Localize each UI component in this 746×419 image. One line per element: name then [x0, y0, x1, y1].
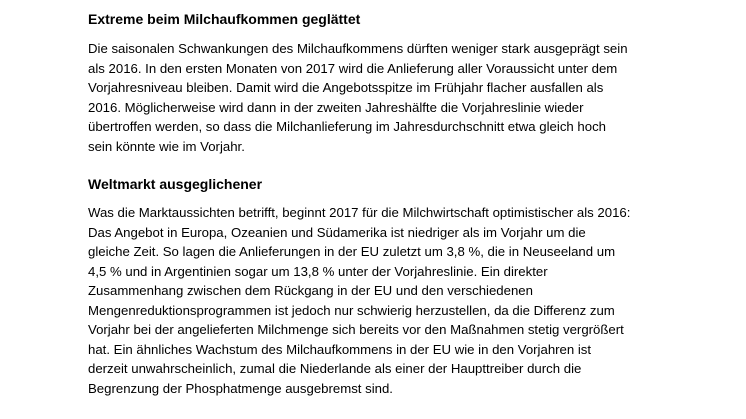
paragraph-line: Das Angebot in Europa, Ozeanien und Südamerika ist niedriger als im Vorjahr um die — [88, 224, 586, 240]
paragraph-line: Die saisonalen Schwankungen des Milchaufkommens dürften weniger stark ausgeprägt sein — [88, 41, 628, 56]
paragraph-line: 2016. Möglicherweise wird dann in der zweiten Jahreshälfte die Vorjahreslinie wieder — [88, 99, 584, 115]
paragraph-milk-supply — [88, 39, 628, 156]
paragraph-line: Mengenreduktionsprogrammen ist jedoch nur schwierig herzustellen, da die Differenz zum — [88, 302, 615, 318]
paragraph-line: Zusammenhang zwischen dem Rückgang in der EU und den verschiedenen — [88, 283, 533, 298]
paragraph-line: 4,5 % und in Argentinien sogar um 13,8 % unter der Vorjahreslinie. Ein direkter — [88, 263, 548, 279]
paragraph-line: derzeit unwahrscheinlich, zumal die Niederlande als einer der Haupttreiber durch die — [88, 361, 582, 376]
paragraph-line: gleiche Zeit. So lagen die Anlieferungen in der EU zuletzt um 3,8 %, die in Neuseeland um — [88, 244, 616, 259]
paragraph-line: Begrenzung der Phosphatmenge ausgebremst sind. — [88, 380, 393, 396]
section-heading-milk-supply: Extreme beim Milchaufkommen geglättet — [88, 11, 361, 27]
paragraph-line: Vorjahr bei der angelieferten Milchmenge sich bereits vor den Maßnahmen stetig vergrößert — [88, 322, 624, 337]
paragraph-world-market — [88, 203, 630, 398]
paragraph-line: Vorjahresniveau bleiben. Damit wird die Angebotsspitze im Frühjahr flacher ausfallen als — [88, 80, 604, 95]
paragraph-line: hat. Ein ähnliches Wachstum des Milchaufkommens in der EU wie in den Vorjahren ist — [88, 341, 592, 357]
paragraph-line: als 2016. In den ersten Monaten von 2017 wird die Anlieferung aller Voraussicht unter dem — [88, 60, 618, 76]
paragraph-line: sein könnte wie im Vorjahr. — [88, 138, 245, 154]
section-heading-world-market: Weltmarkt ausgeglichener — [88, 176, 263, 192]
paragraph-line: übertroffen werden, so dass die Milchanlieferung im Jahresdurchschnitt etwa gleich hoch — [88, 119, 607, 134]
paragraph-line: Was die Marktaussichten betrifft, beginnt 2017 für die Milchwirtschaft optimistischer als 2016: — [88, 205, 631, 220]
